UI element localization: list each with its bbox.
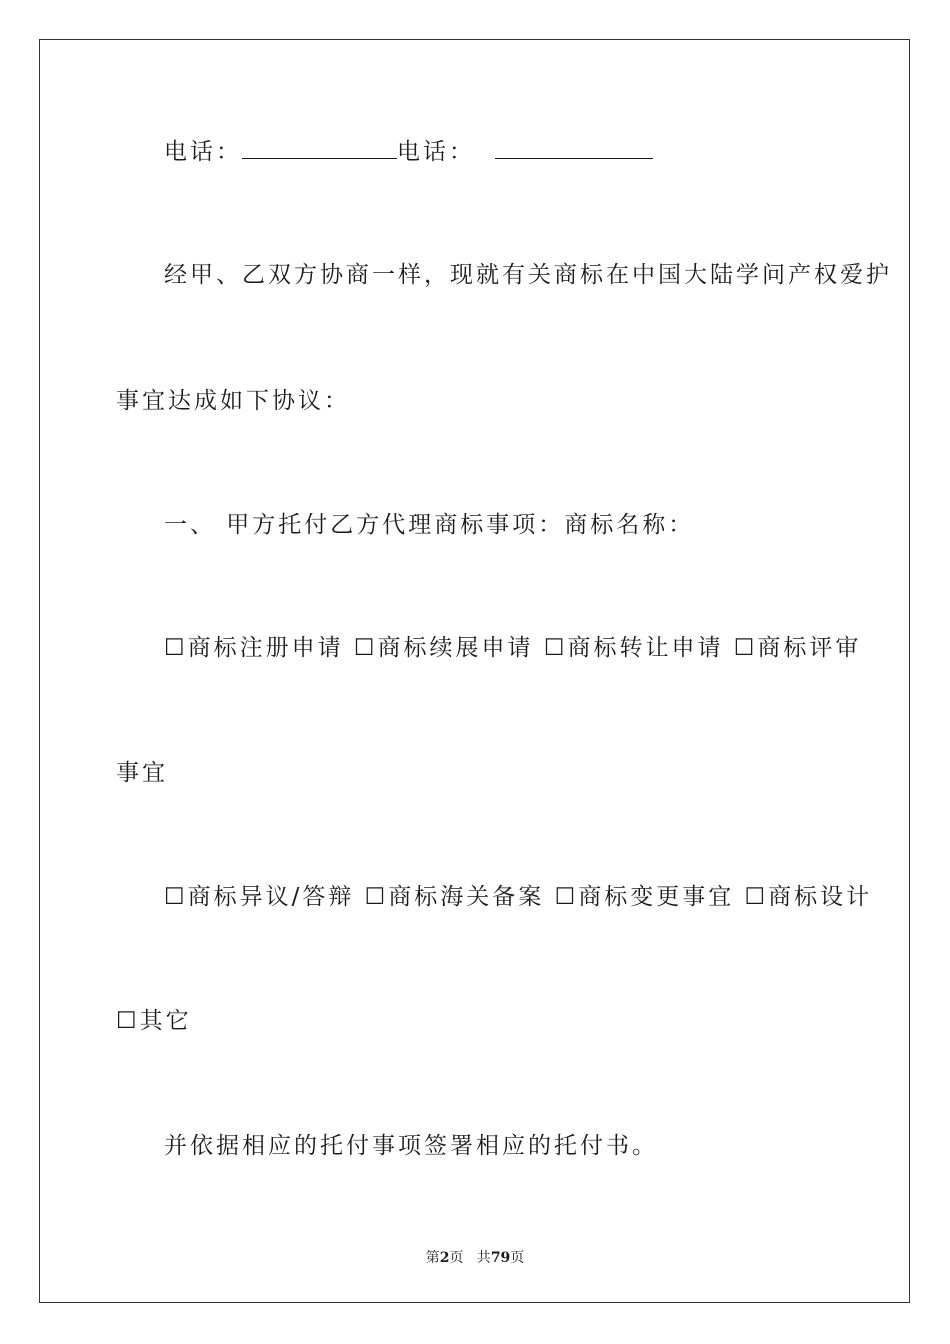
paragraph-line: 事宜达成如下协议： [116,388,350,414]
checkbox-options-row: ☐商标异议/答辩 ☐商标海关备案 ☐商标变更事宜 ☐商标设计 [164,884,873,910]
phone-row [164,136,653,167]
page-footer [0,1247,950,1267]
checkbox-option-other: ☐其它 [116,1008,192,1034]
phone-blank-b [495,136,653,159]
paragraph-line: 经甲、乙双方协商一样，现就有关商标在中国大陆学问产权爱护 [164,262,892,288]
checkbox-options-row-continued: 事宜 [116,760,168,786]
page-border [39,39,910,1303]
footer-suffix: 页 [510,1250,525,1266]
closing-paragraph: 并依据相应的托付事项签署相应的托付书。 [164,1133,658,1159]
checkbox-options-row: ☐商标注册申请 ☐商标续展申请 ☐商标转让申请 ☐商标评审 [164,635,862,661]
total-pages: 79 [490,1250,511,1266]
footer-mid: 页 共 [449,1250,491,1266]
phone-blank-a [242,136,397,159]
phone-label-b: 电话： [397,139,475,165]
section-heading: 一、 甲方托付乙方代理商标事项：商标名称： [164,512,695,538]
phone-label-a: 电话： [164,139,242,165]
footer-prefix: 第 [425,1250,440,1266]
page-number: 2 [439,1250,450,1266]
